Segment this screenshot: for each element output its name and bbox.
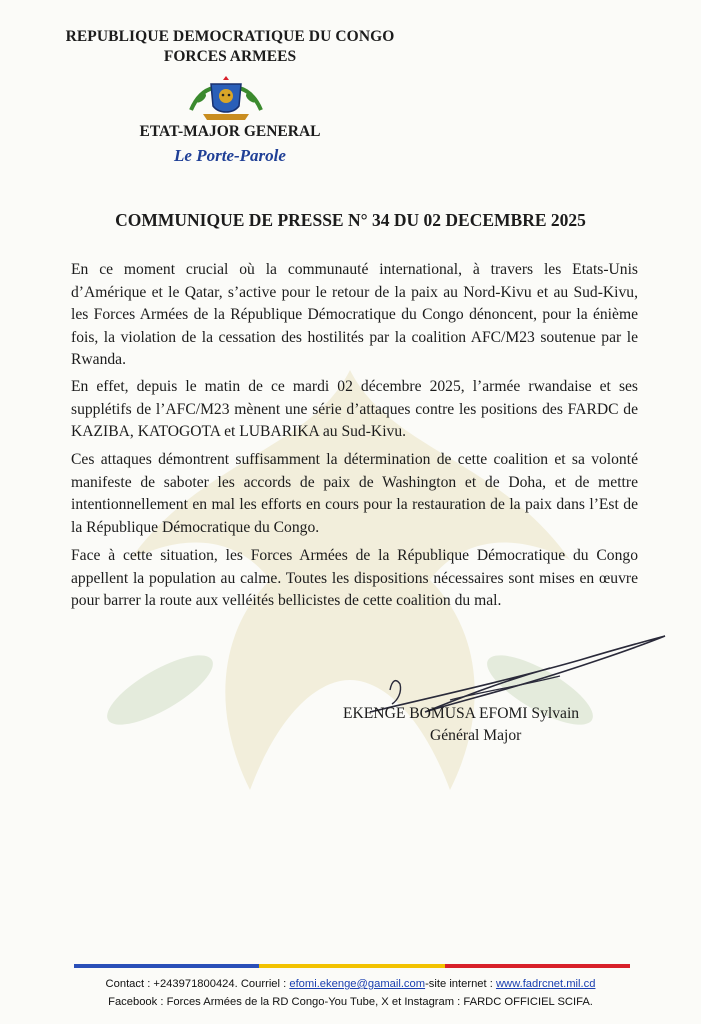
fardc-emblem-icon <box>183 76 269 122</box>
signatory-rank: Général Major <box>430 727 522 744</box>
flag-blue-stripe <box>74 964 259 968</box>
contact-label: Contact : +243971800424. Courriel : <box>105 978 290 990</box>
paragraph: Ces attaques démontrent suffisamment la détermination de cette coalition et sa volonté manifeste de saboter les accords de paix de Washington et de Doha, et de mettre intentionnellement en mal les efforts en cours pour la restauration de la paix dans l’Est de la République Démocratique du Congo. <box>71 451 638 536</box>
website-link[interactable]: www.fadrcnet.mil.cd <box>495 978 596 990</box>
paragraph: En effet, depuis le matin de ce mardi 02 décembre 2025, l’armée rwandaise et ses supplétifs de l’AFC/M23 mènent une série d’attaques contre les positions des FARDC de KAZIBA, KATOGOTA et LUBARIKA au Sud-Kivu. <box>71 378 638 441</box>
flag-red-stripe <box>445 964 630 968</box>
contact-line <box>0 978 701 990</box>
paragraph: Face à cette situation, les Forces Armées de la République Démocratique du Congo appellent la population au calme. Toutes les dispositions nécessaires sont mises en œuvre pour barrer la route aux velléités bellicistes de cette coalition du mal. <box>71 547 638 610</box>
social-line: Facebook : Forces Armées de la RD Congo-You Tube, X et Instagram : FARDC OFFICIEL SCIFA. <box>108 996 593 1008</box>
department-name: ETAT-MAJOR GENERAL <box>139 123 321 140</box>
country-name: REPUBLIQUE DEMOCRATIQUE DU CONGO <box>65 28 395 45</box>
flag-color-bar <box>74 964 630 968</box>
paragraph: En ce moment crucial où la communauté international, à travers les Etats-Unis d’Amérique et le Qatar, s’active pour le retour de la paix au Nord-Kivu et au Sud-Kivu, les Forces Armées de la République Démocratique du Congo dénoncent, pour la énième fois, la violation de la cessation des hostilités par la coalition AFC/M23 soutenue par le Rwanda. <box>71 261 638 369</box>
website-label: -site internet : <box>425 978 496 990</box>
press-release-title: COMMUNIQUE DE PRESSE N° 34 DU 02 DECEMBRE 2025 <box>115 210 586 230</box>
forces-name: FORCES ARMEES <box>163 48 297 65</box>
signatory-name: EKENGE BOMUSA EFOMI Sylvain <box>343 705 580 722</box>
office-name: Le Porte-Parole <box>174 146 286 165</box>
email-link[interactable]: efomi.ekenge@gamail.com <box>289 978 426 990</box>
flag-yellow-stripe <box>259 964 444 968</box>
